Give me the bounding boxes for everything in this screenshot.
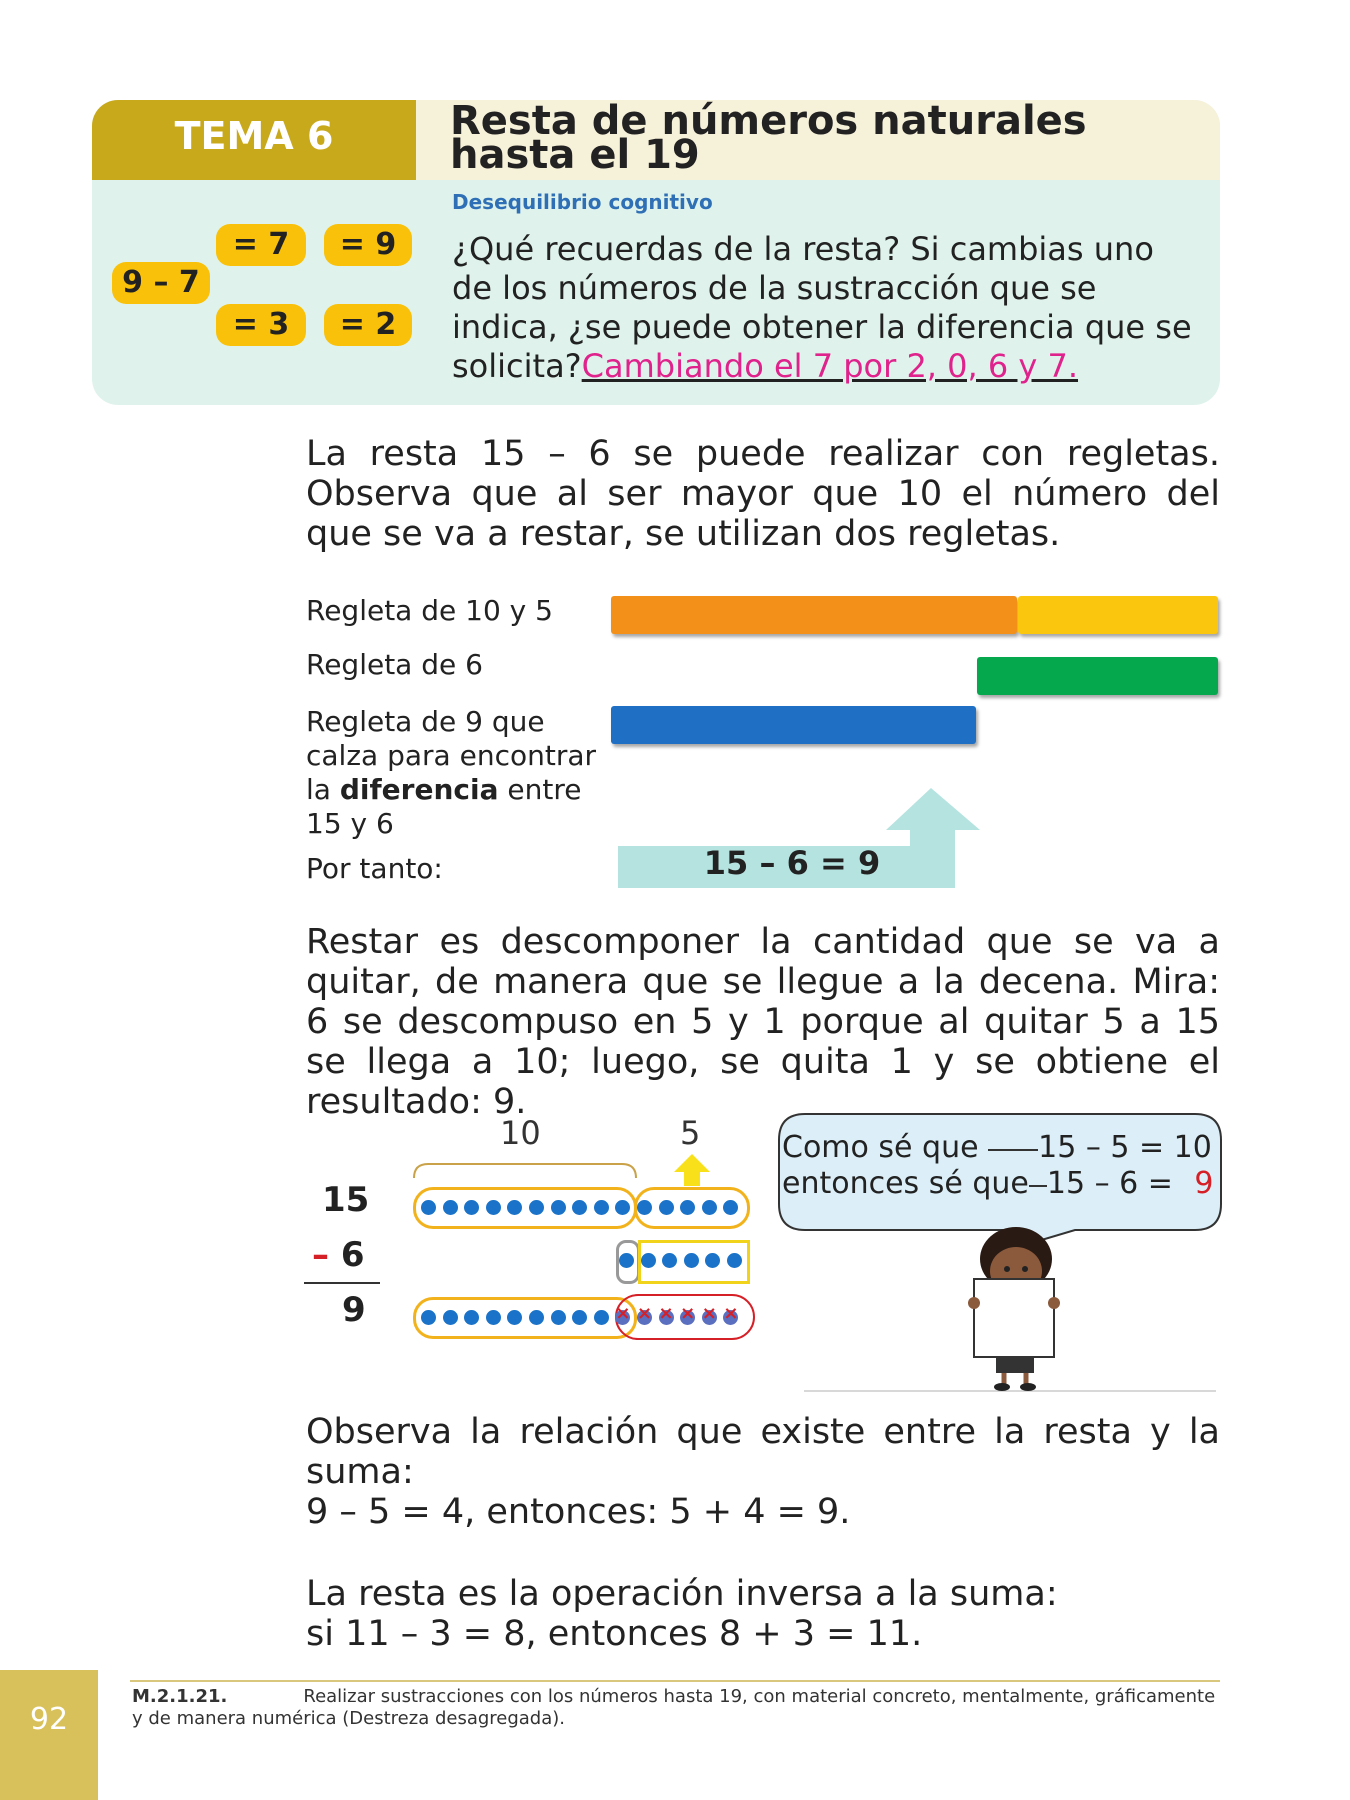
pill-result-1: = 7 <box>216 224 306 266</box>
handwritten-answer: Cambiando el 7 por 2, 0, 6 y 7. <box>581 347 1079 385</box>
rod-label-10-5: Regleta de 10 y 5 <box>306 594 553 627</box>
brace-ten <box>410 1150 640 1180</box>
label-ten: 10 <box>500 1114 541 1152</box>
question-text <box>452 230 1202 386</box>
minuend: 15 <box>322 1180 370 1220</box>
minus-sign: – <box>312 1235 329 1275</box>
bubble-line-1 <box>782 1130 1222 1166</box>
intro-paragraph: La resta 15 – 6 se puede realizar con regletas. Observa que al ser mayor que 10 el número del que se va a restar, se utilizan dos regletas. <box>306 434 1220 554</box>
rod-orange-10 <box>611 596 1017 634</box>
rod-label-9-bold: diferencia <box>339 773 499 806</box>
counter-dot <box>443 1200 458 1215</box>
up-arrow-icon <box>672 1152 712 1188</box>
header-panel <box>92 100 1220 405</box>
counter-dot <box>723 1303 739 1325</box>
relation-line-2: 9 – 5 = 4, entonces: 5 + 4 = 9. <box>306 1492 851 1532</box>
counter-dot <box>551 1310 566 1325</box>
pill-result-3: = 3 <box>216 304 306 346</box>
counter-dot <box>551 1200 566 1215</box>
pill-result-4: = 2 <box>324 304 412 346</box>
rod-yellow-5 <box>1018 596 1218 634</box>
cross-mark-icon: × <box>658 1303 674 1324</box>
counter-dot <box>727 1253 742 1268</box>
subtrahend: 6 <box>340 1235 365 1275</box>
question-body: ¿Qué recuerdas de la resta? Si cambias uno de los números de la sustracción que se indica, ¿se puede obtener la diferencia que se solicita? <box>452 230 1192 385</box>
relation-line-3: La resta es la operación inversa a la suma: <box>306 1574 1058 1614</box>
counter-dot <box>486 1310 501 1325</box>
bubble-text <box>782 1130 1222 1202</box>
por-tanto-label: Por tanto: <box>306 852 443 885</box>
counter-dot <box>615 1303 631 1325</box>
pill-base: 9 – 7 <box>112 262 210 304</box>
footer-note <box>132 1686 1222 1730</box>
counter-dot <box>421 1310 436 1325</box>
cross-mark-icon: × <box>723 1303 739 1324</box>
counter-dot <box>659 1200 674 1215</box>
bubble-line-2 <box>782 1166 1222 1202</box>
counter-dot <box>680 1303 696 1325</box>
counter-dot <box>594 1310 609 1325</box>
bubble-line1-b: 15 – 5 = 10 <box>1038 1130 1212 1165</box>
counter-dot <box>658 1303 674 1325</box>
footer-text: Realizar sustracciones con los números hasta 19, con material concreto, mentalmente, gráficamente y de manera numérica (Destreza desagregada). <box>132 1686 1216 1729</box>
arrow-icon <box>988 1149 1038 1151</box>
cross-mark-icon: × <box>636 1303 653 1324</box>
counter-dot <box>486 1200 501 1215</box>
bubble-line2-a: entonces sé que <box>782 1166 1029 1201</box>
counter-dot <box>421 1200 436 1215</box>
footer-divider <box>130 1680 1220 1682</box>
bubble-answer: 9 <box>1194 1166 1214 1201</box>
subtrahend-row <box>312 1235 365 1275</box>
counter-dot <box>529 1310 544 1325</box>
label-five: 5 <box>680 1114 701 1152</box>
child-holding-sign-icon <box>800 1225 1220 1395</box>
counter-dot <box>701 1303 717 1325</box>
bubble-line1-a: Como sé que <box>782 1130 979 1165</box>
counter-dot <box>594 1200 609 1215</box>
rod-blue-9 <box>611 706 976 744</box>
section-subtitle: Desequilibrio cognitivo <box>452 190 713 214</box>
counter-dot <box>702 1200 717 1215</box>
rod-green-6 <box>977 657 1218 695</box>
rod-label-9 <box>306 705 606 841</box>
footer-code: M.2.1.21. <box>132 1686 228 1707</box>
result-equation: 15 – 6 = 9 <box>703 844 881 882</box>
counter-dot <box>619 1253 634 1268</box>
counter-dot <box>529 1200 544 1215</box>
counter-dot <box>641 1253 656 1268</box>
cross-mark-icon: × <box>615 1303 631 1324</box>
tema-label: TEMA 6 <box>174 114 334 158</box>
rod-label-6: Regleta de 6 <box>306 648 483 681</box>
explain-paragraph: Restar es descomponer la cantidad que se va a quitar, de manera que se llegue a la decena. Mira: 6 se descompuso en 5 y 1 porque al quitar 5 a 15 se llega a 10; luego, se quita 1 y se obtiene el resultado: 9. <box>306 922 1220 1122</box>
cross-mark-icon: × <box>680 1303 696 1324</box>
page-title: Resta de números naturales hasta el 19 <box>450 100 1087 178</box>
rod-label-9-a: Regleta de 9 que calza para encontrar la <box>306 705 596 806</box>
counter-dot <box>636 1303 653 1325</box>
cross-mark-icon: × <box>701 1303 717 1324</box>
pill-result-2: = 9 <box>324 224 412 266</box>
counter-dot <box>637 1200 652 1215</box>
sum-line <box>304 1282 380 1284</box>
arrow-icon <box>1029 1185 1047 1187</box>
relation-line-4: si 11 – 3 = 8, entonces 8 + 3 = 11. <box>306 1614 923 1654</box>
counter-dot <box>443 1310 458 1325</box>
relation-line-1: Observa la relación que existe entre la resta y la suma: <box>306 1412 1220 1492</box>
page-number: 92 <box>29 1702 69 1737</box>
rod-label-9-b: entre 15 y 6 <box>306 773 582 840</box>
bubble-line2-b: 15 – 6 = <box>1046 1166 1173 1201</box>
difference: 9 <box>342 1290 366 1330</box>
counter-dot <box>684 1253 699 1268</box>
